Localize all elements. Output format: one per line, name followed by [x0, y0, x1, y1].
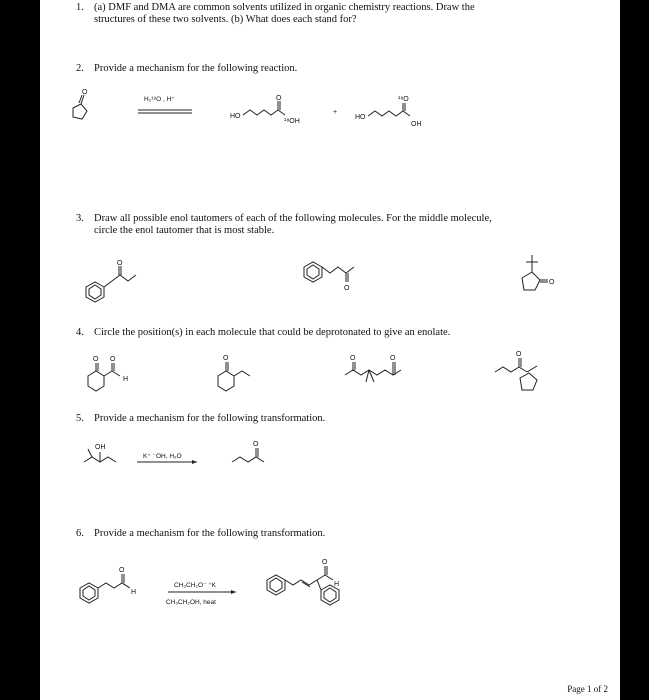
- question-text-continued: structures of these two solvents. (b) What does each stand for?: [94, 14, 357, 25]
- carbonyl-oxygen: O: [93, 356, 99, 363]
- q6-reaction-scheme: [40, 0, 620, 700]
- aldehyde-hydrogen: H: [123, 376, 129, 383]
- page-number: Page 1 of 2: [567, 684, 608, 694]
- question-text-continued: circle the enol tautomer that is most stable.: [94, 225, 275, 236]
- aldehyde-hydrogen: H: [131, 589, 137, 596]
- carbonyl-oxygen: O: [322, 559, 328, 566]
- worksheet-page: [40, 0, 620, 700]
- q6-reagent-top: CH₃CH₂O⁻ ⁺K: [174, 582, 217, 589]
- carbonyl-oxygen: O: [344, 285, 350, 292]
- carbonyl-oxygen: O: [253, 441, 259, 448]
- carbonyl-oxygen: O: [223, 355, 229, 362]
- aldol-condensation-product-structure: [267, 559, 339, 605]
- question-text: Provide a mechanism for the following reaction.: [94, 63, 298, 74]
- hydroxyl-label: HO: [355, 114, 366, 121]
- q2-reagent-label: H₂¹⁸O , H⁺: [144, 96, 175, 103]
- carbonyl-oxygen: O: [119, 567, 125, 574]
- question-text: Provide a mechanism for the following transformation.: [94, 413, 326, 424]
- labeled-hydroxyl: ¹⁸OH: [284, 118, 300, 125]
- question-number: 1.: [76, 2, 84, 13]
- q6-reagent-bottom: CH₃CH₂OH, heat: [166, 599, 216, 606]
- hydroxyl-label: OH: [411, 121, 422, 128]
- hydroxyl-label: OH: [95, 444, 106, 451]
- question-number: 4.: [76, 327, 84, 338]
- question-text: Provide a mechanism for the following transformation.: [94, 528, 326, 539]
- carbonyl-oxygen: O: [390, 355, 396, 362]
- carbonyl-oxygen: O: [117, 260, 123, 267]
- carbonyl-oxygen: O: [276, 95, 282, 102]
- plus-sign: +: [333, 109, 338, 116]
- question-text: Circle the position(s) in each molecule that could be deprotonated to give an enolate.: [94, 327, 451, 338]
- carbonyl-oxygen: O: [549, 279, 555, 286]
- question-text: Draw all possible enol tautomers of each of the following molecules. For the middle molecule,: [94, 213, 492, 224]
- carbonyl-oxygen: O: [82, 89, 88, 96]
- labeled-carbonyl-oxygen: ¹⁸O: [398, 96, 409, 103]
- question-number: 6.: [76, 528, 84, 539]
- question-number: 2.: [76, 63, 84, 74]
- hydroxyl-label: HO: [230, 113, 241, 120]
- question-text: (a) DMF and DMA are common solvents utilized in organic chemistry reactions. Draw the: [94, 2, 475, 13]
- phenylacetaldehyde-structure: [80, 567, 136, 603]
- carbonyl-oxygen: O: [516, 351, 522, 358]
- q5-reagent-label: K⁺ ⁻OH, H₂O: [143, 453, 182, 460]
- carbonyl-oxygen: O: [350, 355, 356, 362]
- question-number: 5.: [76, 413, 84, 424]
- carbonyl-oxygen: O: [110, 356, 116, 363]
- question-number: 3.: [76, 213, 84, 224]
- aldehyde-hydrogen: H: [334, 581, 340, 588]
